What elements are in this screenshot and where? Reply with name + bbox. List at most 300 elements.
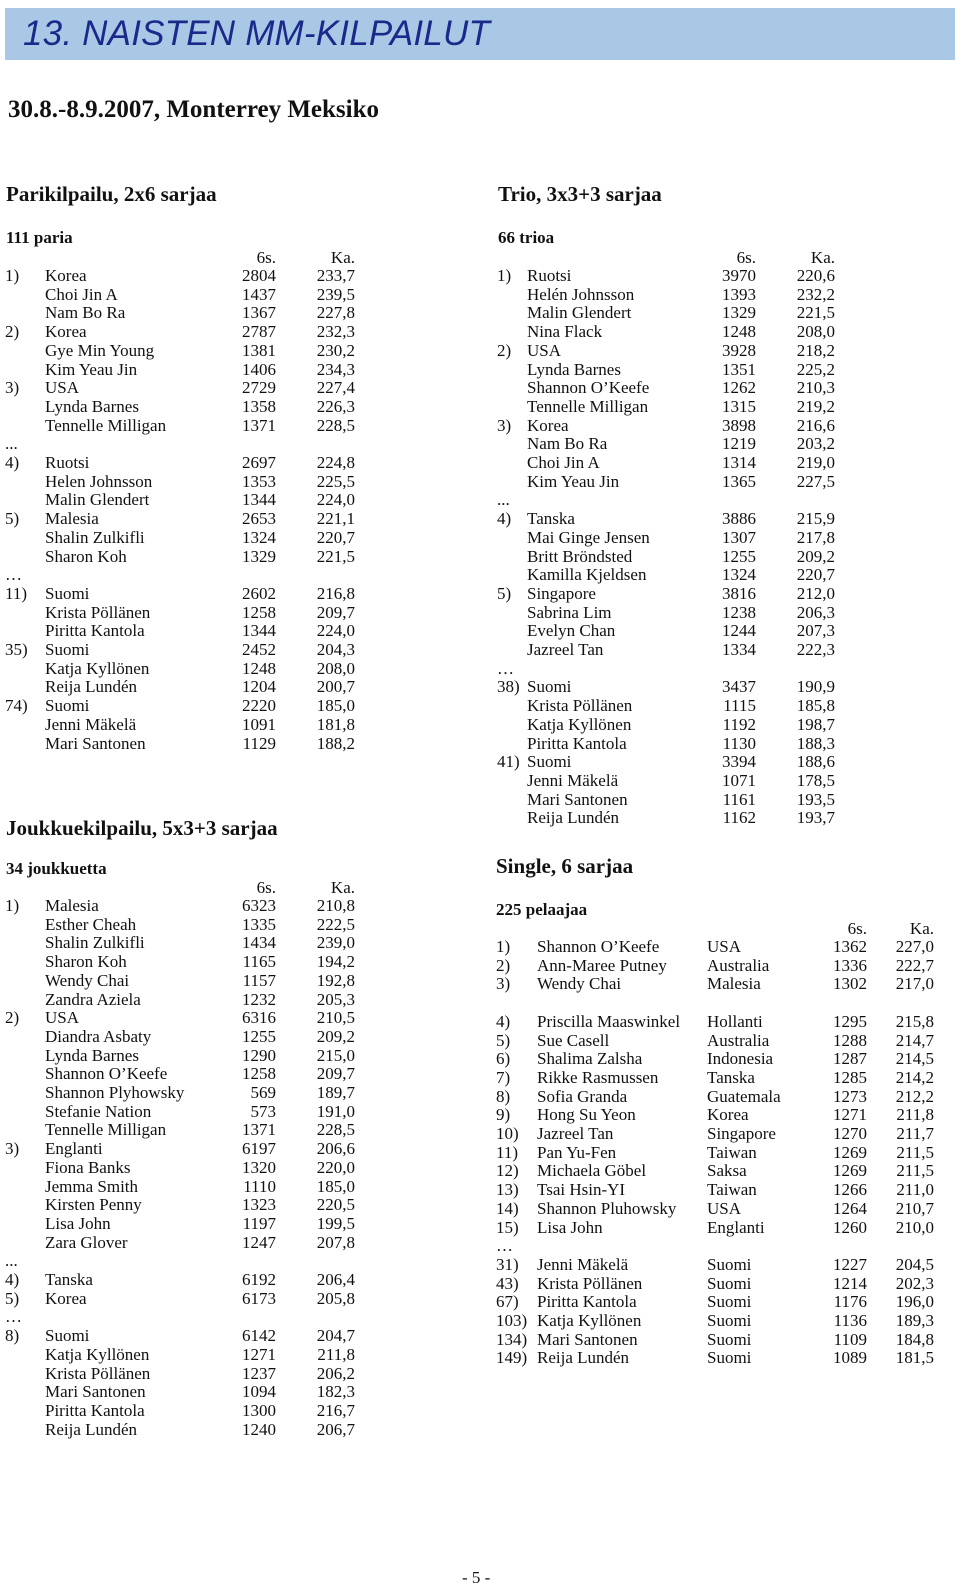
trio-name: Tennelle Milligan — [527, 396, 649, 416]
single-name: Jazreel Tan — [537, 1124, 614, 1143]
teams-name: Shalin Zulkifli — [45, 933, 145, 953]
single-row — [0, 1199, 960, 1218]
trio-name: Shannon O’Keefe — [527, 378, 650, 398]
trio-row — [0, 453, 960, 472]
pairs-pins: 1437 — [242, 284, 276, 304]
single-pins: 1288 — [833, 1030, 867, 1050]
teams-col-games: 6s. — [256, 878, 276, 897]
trio-pins: 1334 — [722, 640, 756, 659]
trio-avg: 220,6 — [796, 266, 835, 285]
trio-name: Tanska — [527, 509, 575, 529]
teams-avg: 182,3 — [316, 1382, 355, 1402]
teams-row — [0, 1382, 960, 1401]
single-rank: 67) — [496, 1292, 519, 1312]
trio-name: Reija Lundén — [527, 808, 620, 828]
single-country: USA — [707, 1198, 742, 1218]
single-pins: 1214 — [833, 1273, 867, 1293]
trio-row — [0, 603, 960, 622]
trio-col-header — [0, 248, 960, 267]
trio-pins: 1393 — [722, 284, 756, 304]
trio-name: Evelyn Chan — [527, 621, 616, 641]
trio-name: Jenni Mäkelä — [527, 770, 619, 790]
single-name: Wendy Chai — [537, 974, 622, 994]
trio-row — [0, 715, 960, 734]
single-country: Korea — [707, 1105, 749, 1125]
teams-name: Wendy Chai — [45, 970, 130, 990]
trio-row — [0, 303, 960, 322]
teams-avg: 206,4 — [316, 1270, 355, 1289]
page-title: 13. NAISTEN MM-KILPAILUT — [23, 14, 491, 53]
single-rank: 15) — [496, 1217, 519, 1237]
teams-pins: 1255 — [242, 1026, 276, 1046]
pairs-rank: 4) — [5, 453, 20, 472]
single-country: Suomi — [707, 1311, 752, 1330]
trio-pins: 1248 — [722, 322, 756, 342]
pairs-pins: 2729 — [242, 378, 276, 398]
trio-pins: 1365 — [722, 471, 756, 491]
trio-rank: … — [497, 658, 514, 678]
pairs-title: Parikilpailu, 2x6 sarjaa — [6, 182, 217, 206]
single-rank: 10) — [496, 1124, 519, 1143]
single-pins: 1269 — [833, 1142, 867, 1162]
single-row — [0, 1274, 960, 1293]
single-name: Shalima Zalsha — [537, 1049, 643, 1069]
trio-name: Malin Glendert — [527, 303, 632, 323]
single-col-header — [0, 919, 960, 938]
trio-row — [0, 397, 960, 416]
single-avg: 202,3 — [895, 1273, 934, 1293]
trio-row — [0, 771, 960, 790]
trio-name: Krista Pöllänen — [527, 696, 633, 716]
single-row — [0, 1143, 960, 1162]
trio-avg: 188,6 — [796, 752, 835, 772]
teams-avg: 206,2 — [316, 1363, 355, 1383]
pairs-avg: 221,1 — [316, 509, 355, 529]
pairs-name: Choi Jin A — [45, 284, 118, 304]
teams-row — [0, 896, 960, 915]
teams-pins: 1247 — [242, 1232, 276, 1252]
trio-avg: 206,3 — [796, 602, 835, 622]
single-row — [0, 1236, 960, 1255]
trio-rank: 2) — [497, 340, 512, 360]
single-country: Saksa — [707, 1161, 747, 1181]
trio-name: Helén Johnsson — [527, 284, 635, 304]
teams-avg: 216,7 — [316, 1400, 355, 1420]
teams-rank: … — [5, 1307, 22, 1327]
single-pins: 1260 — [833, 1217, 867, 1237]
single-country: Englanti — [707, 1217, 765, 1237]
pairs-pins: 1091 — [242, 714, 276, 734]
single-pins: 1287 — [833, 1049, 867, 1069]
teams-pins: 1258 — [242, 1064, 276, 1084]
pairs-name: Helen Johnsson — [45, 471, 153, 491]
single-row — [0, 1348, 960, 1367]
single-row — [0, 1161, 960, 1180]
single-row — [0, 1124, 960, 1143]
pairs-avg: 225,5 — [316, 471, 355, 491]
single-rank: 8) — [496, 1086, 511, 1106]
trio-pins: 1262 — [722, 378, 756, 398]
pairs-pins: 1324 — [242, 527, 276, 547]
trio-name: Nina Flack — [527, 322, 603, 342]
trio-pins: 1130 — [722, 733, 756, 753]
pairs-avg: 224,0 — [316, 621, 355, 641]
pairs-name: Suomi — [45, 640, 90, 659]
trio-row — [0, 677, 960, 696]
pairs-name: Ruotsi — [45, 453, 90, 472]
trio-pins: 1071 — [722, 770, 756, 790]
pairs-pins: 1358 — [242, 396, 276, 416]
pairs-pins: 1344 — [242, 490, 276, 510]
single-avg: 227,0 — [895, 937, 934, 956]
single-avg: 211,7 — [896, 1124, 934, 1143]
teams-avg: 215,0 — [316, 1045, 355, 1065]
teams-pins: 6197 — [242, 1139, 276, 1159]
teams-rank: 8) — [5, 1326, 20, 1346]
trio-row — [0, 696, 960, 715]
single-pins: 1271 — [833, 1105, 867, 1125]
pairs-avg: 204,3 — [316, 640, 355, 659]
trio-name: USA — [527, 340, 562, 360]
single-name: Michaela Göbel — [537, 1161, 647, 1181]
teams-col-avg: Ka. — [330, 878, 355, 897]
single-count: 225 pelaajaa — [496, 900, 588, 919]
pairs-count: 111 paria — [6, 228, 73, 247]
pairs-avg: 220,7 — [316, 527, 355, 547]
pairs-pins: 2653 — [242, 509, 276, 529]
trio-avg: 212,0 — [796, 583, 835, 603]
pairs-pins: 2220 — [242, 696, 276, 716]
pairs-avg: 224,0 — [316, 490, 355, 510]
trio-name: Katja Kyllönen — [527, 714, 632, 734]
pairs-avg: 208,0 — [316, 658, 355, 678]
single-row — [0, 1031, 960, 1050]
teams-avg: 206,6 — [316, 1139, 355, 1159]
single-country: Suomi — [707, 1329, 752, 1349]
single-name: Ann-Maree Putney — [537, 955, 667, 975]
pairs-name: Lynda Barnes — [45, 396, 139, 416]
trio-avg: 207,3 — [796, 621, 835, 641]
pairs-rank: 5) — [5, 509, 20, 529]
event-subtitle: 30.8.-8.9.2007, Monterrey Meksiko — [8, 96, 380, 123]
trio-title: Trio, 3x3+3 sarjaa — [498, 182, 662, 206]
teams-name: Englanti — [45, 1139, 103, 1159]
pairs-rank: … — [5, 565, 22, 585]
teams-avg: 207,8 — [316, 1232, 355, 1252]
teams-avg: 228,5 — [316, 1120, 355, 1140]
trio-avg: 210,3 — [796, 378, 835, 398]
trio-pins: 3816 — [722, 583, 756, 603]
trio-rank: ... — [497, 490, 510, 510]
teams-name: Katja Kyllönen — [45, 1344, 150, 1364]
single-pins: 1273 — [833, 1086, 867, 1106]
single-rank: 7) — [496, 1067, 511, 1087]
single-country: Australia — [707, 1030, 770, 1050]
trio-pins: 1324 — [722, 565, 756, 585]
pairs-rank: 11) — [5, 583, 28, 603]
trio-avg: 188,3 — [796, 733, 835, 753]
pairs-pins: 1248 — [242, 658, 276, 678]
single-avg: 211,8 — [896, 1105, 934, 1125]
teams-avg: 239,0 — [316, 933, 355, 953]
pairs-avg: 227,8 — [316, 303, 355, 323]
single-row — [0, 1180, 960, 1199]
single-avg: 196,0 — [895, 1292, 934, 1312]
single-pins: 1266 — [833, 1180, 867, 1200]
single-avg: 181,5 — [895, 1348, 934, 1368]
single-pins: 1089 — [833, 1348, 867, 1368]
trio-pins: 1192 — [722, 714, 756, 734]
teams-pins: 1165 — [242, 952, 276, 972]
teams-rank: 5) — [5, 1288, 20, 1308]
single-row — [0, 1012, 960, 1031]
trio-name: Ruotsi — [527, 266, 572, 285]
pairs-name: Krista Pöllänen — [45, 602, 151, 622]
trio-row — [0, 808, 960, 827]
pairs-avg: 216,8 — [316, 583, 355, 603]
single-row — [0, 956, 960, 975]
pairs-pins: 1406 — [242, 359, 276, 379]
trio-row — [0, 621, 960, 640]
pairs-rank: 3) — [5, 378, 20, 398]
trio-avg: 185,8 — [796, 696, 835, 716]
teams-avg: 209,2 — [316, 1026, 355, 1046]
teams-pins: 1290 — [242, 1045, 276, 1065]
trio-avg: 218,2 — [796, 340, 835, 360]
teams-avg: 194,2 — [316, 952, 355, 972]
trio-avg: 219,2 — [796, 396, 835, 416]
single-rank: 2) — [496, 955, 511, 975]
teams-title: Joukkuekilpailu, 5x3+3 sarjaa — [6, 816, 278, 840]
teams-pins: 1157 — [242, 970, 276, 990]
teams-name: Esther Cheah — [45, 914, 137, 934]
teams-pins: 1320 — [242, 1157, 276, 1177]
trio-pins: 1307 — [722, 527, 756, 547]
single-rank: 103) — [496, 1311, 528, 1330]
pairs-name: Gye Min Young — [45, 340, 155, 360]
teams-avg: 199,5 — [316, 1213, 355, 1233]
single-name: Lisa John — [537, 1217, 603, 1237]
trio-row — [0, 659, 960, 678]
single-pins: 1336 — [833, 955, 867, 975]
single-pins: 1295 — [833, 1011, 867, 1031]
teams-avg: 204,7 — [316, 1326, 355, 1346]
single-name: Reija Lundén — [537, 1348, 630, 1368]
single-rank: 11) — [496, 1142, 519, 1162]
teams-pins: 1434 — [242, 933, 276, 953]
trio-avg: 193,5 — [796, 789, 835, 809]
pairs-col-avg: Ka. — [330, 248, 355, 267]
pairs-name: Sharon Koh — [45, 546, 127, 566]
teams-name: Fiona Banks — [45, 1157, 131, 1177]
single-name: Priscilla Maaswinkel — [537, 1011, 681, 1031]
pairs-avg: 226,3 — [316, 396, 355, 416]
single-avg: 211,5 — [896, 1161, 934, 1181]
teams-rank: ... — [5, 1251, 18, 1271]
trio-row — [0, 378, 960, 397]
pairs-name: USA — [45, 378, 80, 398]
trio-row — [0, 734, 960, 753]
single-country: Suomi — [707, 1273, 752, 1293]
teams-name: Sharon Koh — [45, 952, 127, 972]
trio-avg: 219,0 — [796, 453, 835, 472]
trio-row — [0, 565, 960, 584]
teams-pins: 1323 — [242, 1195, 276, 1215]
teams-pins: 1232 — [242, 989, 276, 1009]
single-country: USA — [707, 937, 742, 956]
pairs-pins: 1204 — [242, 677, 276, 697]
single-rank: 3) — [496, 974, 511, 994]
single-avg: 214,2 — [895, 1067, 934, 1087]
single-rank: 43) — [496, 1273, 519, 1293]
pairs-pins: 1371 — [242, 415, 276, 435]
teams-col-header — [0, 878, 360, 897]
teams-avg: 209,7 — [316, 1064, 355, 1084]
single-pins: 1136 — [833, 1311, 867, 1330]
teams-pins: 1110 — [243, 1176, 276, 1196]
teams-name: Tennelle Milligan — [45, 1120, 167, 1140]
teams-pins: 569 — [250, 1083, 276, 1102]
teams-name: Mari Santonen — [45, 1382, 146, 1402]
single-rank: … — [496, 1236, 513, 1256]
trio-row — [0, 509, 960, 528]
teams-pins: 1371 — [242, 1120, 276, 1140]
single-name: Tsai Hsin-YI — [537, 1180, 626, 1200]
pairs-name: Korea — [45, 266, 87, 285]
trio-avg: 178,5 — [796, 770, 835, 790]
trio-col-games: 6s. — [736, 248, 756, 267]
teams-name: Malesia — [45, 896, 99, 915]
teams-pins: 1300 — [242, 1400, 276, 1420]
pairs-avg: 224,8 — [316, 453, 355, 472]
teams-pins: 6316 — [242, 1008, 276, 1028]
single-rank: 31) — [496, 1254, 519, 1274]
trio-pins: 1161 — [722, 789, 756, 809]
single-country: Taiwan — [707, 1142, 757, 1162]
pairs-avg: 188,2 — [316, 733, 355, 753]
trio-name: Nam Bo Ra — [527, 434, 608, 454]
single-pins: 1302 — [833, 974, 867, 994]
pairs-avg: 227,4 — [316, 378, 355, 398]
single-row — [0, 1218, 960, 1237]
trio-row — [0, 472, 960, 491]
single-country: Hollanti — [707, 1011, 763, 1031]
trio-avg: 203,2 — [796, 434, 835, 454]
trio-row — [0, 341, 960, 360]
single-rank: 4) — [496, 1011, 511, 1031]
teams-rank: 4) — [5, 1270, 20, 1289]
trio-row — [0, 640, 960, 659]
single-row — [0, 1330, 960, 1349]
teams-avg: 211,8 — [317, 1344, 355, 1364]
trio-avg: 232,2 — [796, 284, 835, 304]
trio-row — [0, 360, 960, 379]
teams-name: Lisa John — [45, 1213, 111, 1233]
trio-pins: 1238 — [722, 602, 756, 622]
teams-rank: 1) — [5, 896, 20, 915]
single-name: Hong Su Yeon — [537, 1105, 636, 1125]
pairs-name: Jenni Mäkelä — [45, 714, 137, 734]
teams-row — [0, 1401, 960, 1420]
trio-pins: 1244 — [722, 621, 756, 641]
teams-name: Stefanie Nation — [45, 1101, 152, 1121]
single-avg: 184,8 — [895, 1329, 934, 1349]
single-country: Malesia — [707, 974, 761, 994]
pairs-pins: 2602 — [242, 583, 276, 603]
title-banner — [5, 8, 955, 60]
trio-avg: 221,5 — [796, 303, 835, 323]
pairs-avg: 181,8 — [316, 714, 355, 734]
single-name: Shannon O’Keefe — [537, 937, 660, 956]
trio-pins: 1162 — [722, 808, 756, 828]
single-rank: 1) — [496, 937, 511, 956]
pairs-avg: 209,7 — [316, 602, 355, 622]
single-pins: 1227 — [833, 1254, 867, 1274]
single-rank: 6) — [496, 1049, 511, 1069]
pairs-pins: 2697 — [242, 453, 276, 472]
teams-name: Korea — [45, 1288, 87, 1308]
single-rank: 14) — [496, 1198, 519, 1218]
teams-name: Diandra Asbaty — [45, 1026, 152, 1046]
trio-row — [0, 584, 960, 603]
trio-pins: 1329 — [722, 303, 756, 323]
trio-rank: 3) — [497, 415, 512, 435]
trio-avg: 220,7 — [796, 565, 835, 585]
single-country: Tanska — [707, 1067, 755, 1087]
teams-name: Zandra Aziela — [45, 989, 141, 1009]
single-country: Taiwan — [707, 1180, 757, 1200]
single-country: Suomi — [707, 1254, 752, 1274]
single-name: Piritta Kantola — [537, 1292, 637, 1312]
teams-pins: 1335 — [242, 914, 276, 934]
trio-name: Mai Ginge Jensen — [527, 527, 650, 547]
single-country: Australia — [707, 955, 770, 975]
pairs-avg: 221,5 — [316, 546, 355, 566]
single-pins: 1269 — [833, 1161, 867, 1181]
pairs-pins: 1353 — [242, 471, 276, 491]
teams-avg: 185,0 — [316, 1176, 355, 1196]
single-name: Rikke Rasmussen — [537, 1067, 659, 1087]
pairs-pins: 1381 — [242, 340, 276, 360]
teams-name: Jemma Smith — [45, 1176, 139, 1196]
single-avg: 210,7 — [895, 1198, 934, 1218]
teams-count: 34 joukkuetta — [6, 859, 107, 878]
teams-rank: 2) — [5, 1008, 20, 1028]
trio-row — [0, 490, 960, 509]
teams-row — [0, 1420, 960, 1439]
single-avg: 210,0 — [895, 1217, 934, 1237]
pairs-name: Mari Santonen — [45, 733, 146, 753]
trio-name: Sabrina Lim — [527, 602, 612, 622]
single-country: Singapore — [707, 1124, 776, 1143]
single-name: Krista Pöllänen — [537, 1273, 643, 1293]
teams-name: USA — [45, 1008, 80, 1028]
pairs-avg: 230,2 — [316, 340, 355, 360]
single-avg: 204,5 — [895, 1254, 934, 1274]
single-avg: 212,2 — [895, 1086, 934, 1106]
trio-row — [0, 416, 960, 435]
single-avg: 189,3 — [895, 1311, 934, 1330]
pairs-pins: 1329 — [242, 546, 276, 566]
pairs-name: Korea — [45, 322, 87, 342]
trio-rank: 38) — [497, 677, 520, 697]
pairs-pins: 1344 — [242, 621, 276, 641]
teams-pins: 6192 — [242, 1270, 276, 1289]
trio-name: Singapore — [527, 583, 596, 603]
single-country: Suomi — [707, 1292, 752, 1312]
trio-name: Piritta Kantola — [527, 733, 627, 753]
teams-name: Piritta Kantola — [45, 1400, 145, 1420]
